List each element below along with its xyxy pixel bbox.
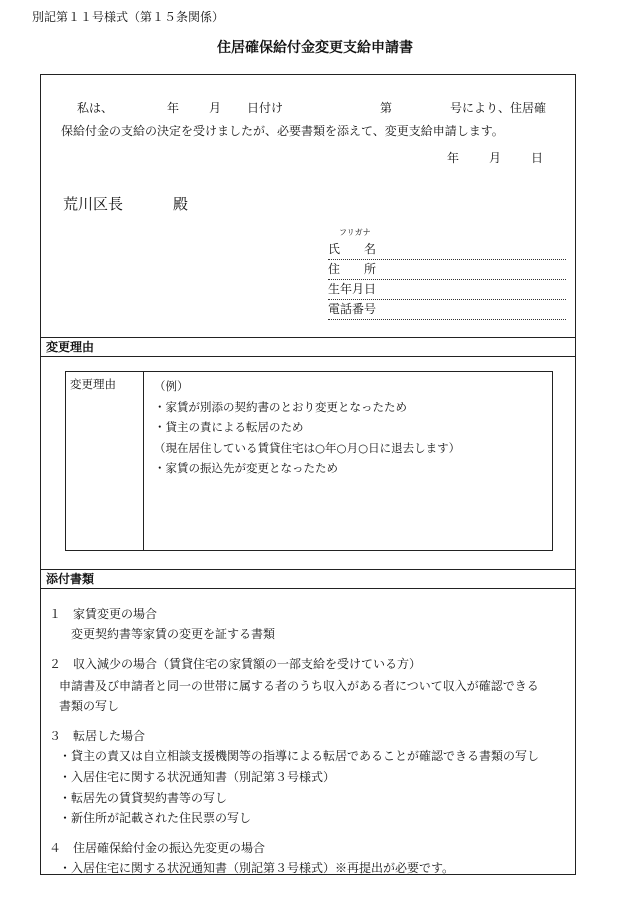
attachment-item-3-bullet: ・転居先の賃貸契約書等の写し — [59, 791, 228, 805]
application-date — [447, 149, 567, 169]
reason-example-line: ・家賃が別添の契約書のとおり変更となったため — [154, 399, 407, 414]
name-field[interactable] — [328, 241, 566, 260]
declaration-line-1 — [57, 97, 567, 120]
attachment-item-2-title: ２ 収入減少の場合（賃貸住宅の家賃額の一部支給を受けている方） — [49, 657, 422, 671]
attachment-item-3-title: ３ 転居した場合 — [49, 729, 146, 743]
attachment-item-4-title: ４ 住居確保給付金の振込先変更の場合 — [49, 841, 266, 855]
attachment-item-2-body: 書類の写し — [59, 699, 120, 713]
attachment-item-1-title: １ 家賃変更の場合 — [49, 607, 158, 621]
phone-field[interactable] — [328, 301, 566, 320]
birthdate-field[interactable] — [328, 281, 566, 300]
date-month: 月 — [489, 151, 502, 165]
attachment-item-3-bullet: ・入居住宅に関する状況通知書（別記第３号様式） — [59, 770, 336, 784]
furigana-label: フリガナ — [339, 228, 371, 237]
declaration-body: 保給付金の支給の決定を受けましたが、必要書類を添えて、変更支給申請します。 — [61, 124, 504, 138]
address-label: 住 所 — [328, 262, 377, 276]
address-field[interactable] — [328, 261, 566, 280]
reason-box-label: 変更理由 — [66, 372, 144, 550]
reason-example-line: ・貸主の責による転居のため — [154, 420, 304, 434]
reason-heading: 変更理由 — [41, 337, 575, 357]
birthdate-label: 生年月日 — [328, 282, 377, 296]
form-reference: 別記第１１号様式（第１５条関係） — [32, 10, 225, 24]
reason-example-line: ・家賃の振込先が変更となったため — [154, 461, 338, 475]
phone-label: 電話番号 — [328, 302, 377, 316]
attachment-item-2-body: 申請書及び申請者と同一の世帯に属する者のうち収入がある者について収入が確認できる — [59, 679, 539, 693]
attachment-item-3-bullet: ・新住所が記載された住民票の写し — [59, 811, 252, 825]
declaration-go-niyori: 号により、住居確 — [450, 101, 547, 115]
date-year: 年 — [447, 151, 460, 165]
addressee-name: 荒川区長 — [63, 195, 124, 213]
declaration-month: 月 — [209, 101, 222, 115]
document-title: 住居確保給付金変更支給申請書 — [217, 40, 413, 56]
reason-box — [65, 371, 553, 551]
reason-example-line: （例） — [154, 379, 189, 393]
declaration-watashi: 私は、 — [77, 101, 114, 115]
declaration-year: 年 — [167, 101, 180, 115]
reason-example-line: （現在居住している賃貸住宅は○年○月○日に退去します） — [154, 440, 461, 455]
declaration-dai: 第 — [380, 101, 393, 115]
declaration-line-2 — [57, 120, 567, 143]
attachment-item-1-body: 変更契約書等家賃の変更を証する書類 — [71, 627, 276, 641]
reason-text-area[interactable] — [154, 376, 544, 479]
attachment-item-3-bullet: ・貸主の責又は自立相談支援機関等の指導による転居であることが確認できる書類の写し — [59, 749, 540, 763]
application-form — [40, 74, 576, 875]
name-label: 氏 名 — [328, 242, 377, 256]
declaration-day-dated: 日付け — [247, 101, 284, 115]
addressee-honorific: 殿 — [173, 195, 189, 213]
declaration-text — [57, 97, 567, 143]
attachment-item-4-bullet: ・入居住宅に関する状況通知書（別記第３号様式）※再提出が必要です。 — [59, 861, 455, 875]
attachments-heading: 添付書類 — [41, 569, 575, 589]
date-day: 日 — [531, 151, 544, 165]
